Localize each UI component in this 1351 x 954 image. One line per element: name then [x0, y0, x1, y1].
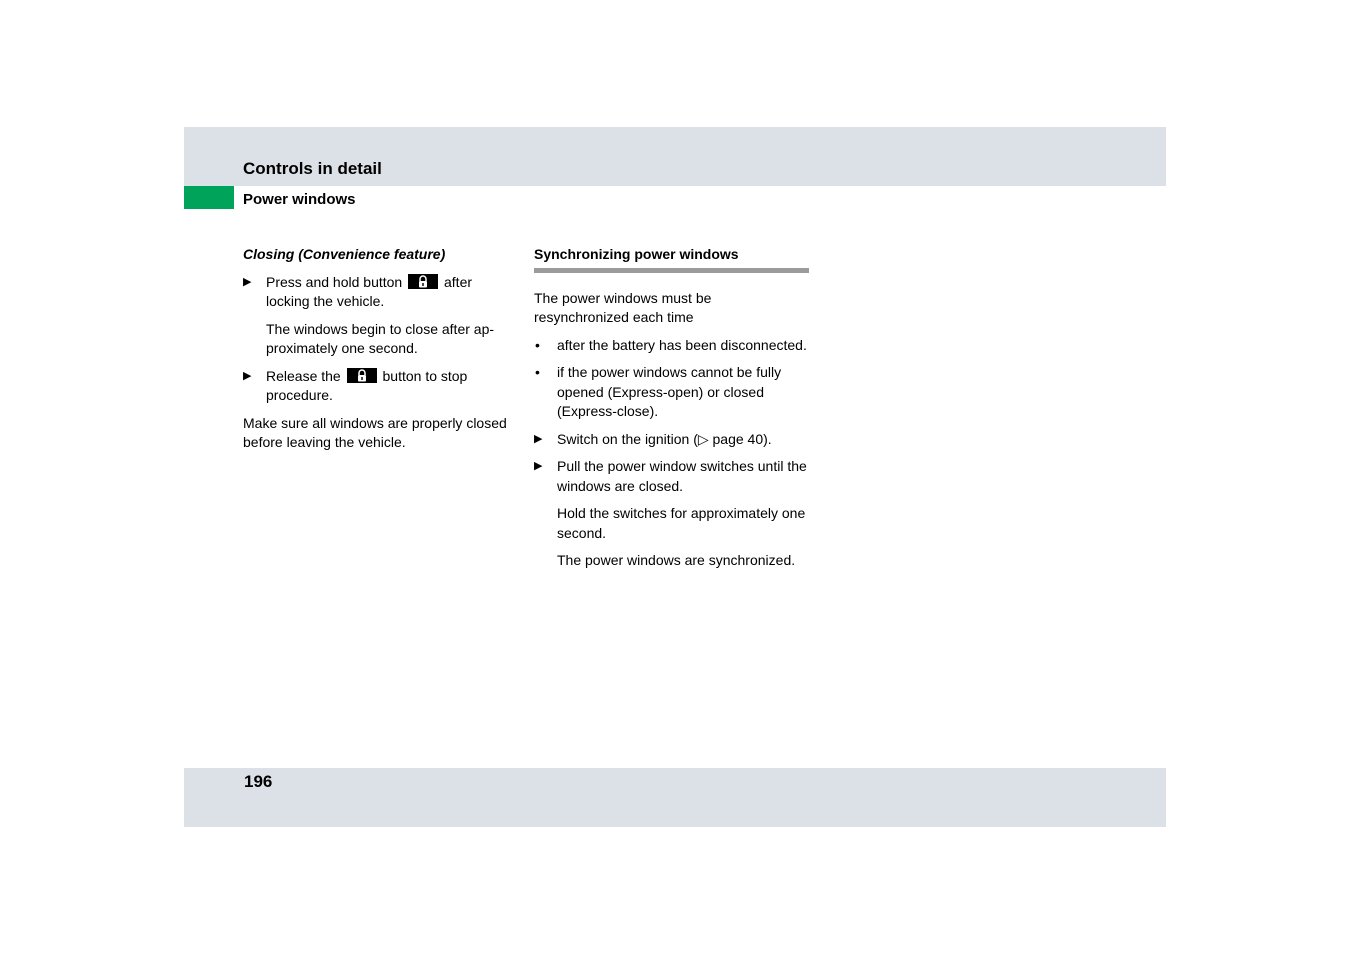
- sync-heading: Synchronizing power windows: [534, 245, 809, 273]
- note-hold-switches: Hold the switches for approximately one second.: [557, 505, 806, 541]
- triangle-right-icon: ▶: [534, 432, 543, 445]
- lock-icon: [408, 274, 438, 289]
- bullet-item: [534, 363, 809, 422]
- note-synchronized: The power windows are synchronized.: [557, 552, 796, 568]
- triangle-right-icon: ▶: [243, 369, 252, 382]
- step-text-post: button to stop procedure.: [266, 367, 468, 403]
- page-number: 196: [244, 772, 273, 791]
- bullet-text: after the battery has been disconnected.: [557, 336, 807, 353]
- bullet-text: if the power windows cannot be fully opened (Express-open) or closed (Express-close).: [557, 364, 782, 419]
- lock-icon: [347, 368, 377, 383]
- step-release: [243, 367, 518, 406]
- warning-paragraph: Make sure all windows are properly closed before leaving the vehicle.: [243, 414, 507, 450]
- closing-heading: Closing (Convenience feature): [243, 246, 446, 262]
- bullet-dot: •: [535, 364, 540, 380]
- right-column: [534, 245, 809, 579]
- step-ignition: [534, 430, 809, 450]
- triangle-right-icon: ▶: [243, 275, 252, 288]
- step-press-hold: [243, 273, 518, 312]
- left-column: [243, 245, 518, 461]
- sync-intro: The power windows must be resynchronized each time: [534, 289, 712, 325]
- step-text-pre: Release the: [266, 367, 341, 384]
- subsection-title: Power windows: [243, 191, 356, 208]
- step-text: Switch on the ignition (▷ page 40).: [557, 430, 772, 447]
- step-text: Pull the power window switches until the windows are closed.: [557, 458, 807, 494]
- step-pull-switches: [534, 457, 809, 496]
- footer-band: [184, 768, 1166, 827]
- bullet-item: [534, 336, 809, 356]
- section-tab-marker: [184, 186, 234, 209]
- bullet-dot: •: [535, 336, 540, 353]
- step-text-pre: Press and hold button: [266, 273, 403, 290]
- note-windows-close: The windows begin to close after ap-proximately one second.: [266, 320, 495, 356]
- triangle-right-icon: ▶: [534, 460, 543, 472]
- section-title: Controls in detail: [243, 159, 382, 178]
- step-text-post: after locking the vehicle.: [266, 273, 473, 309]
